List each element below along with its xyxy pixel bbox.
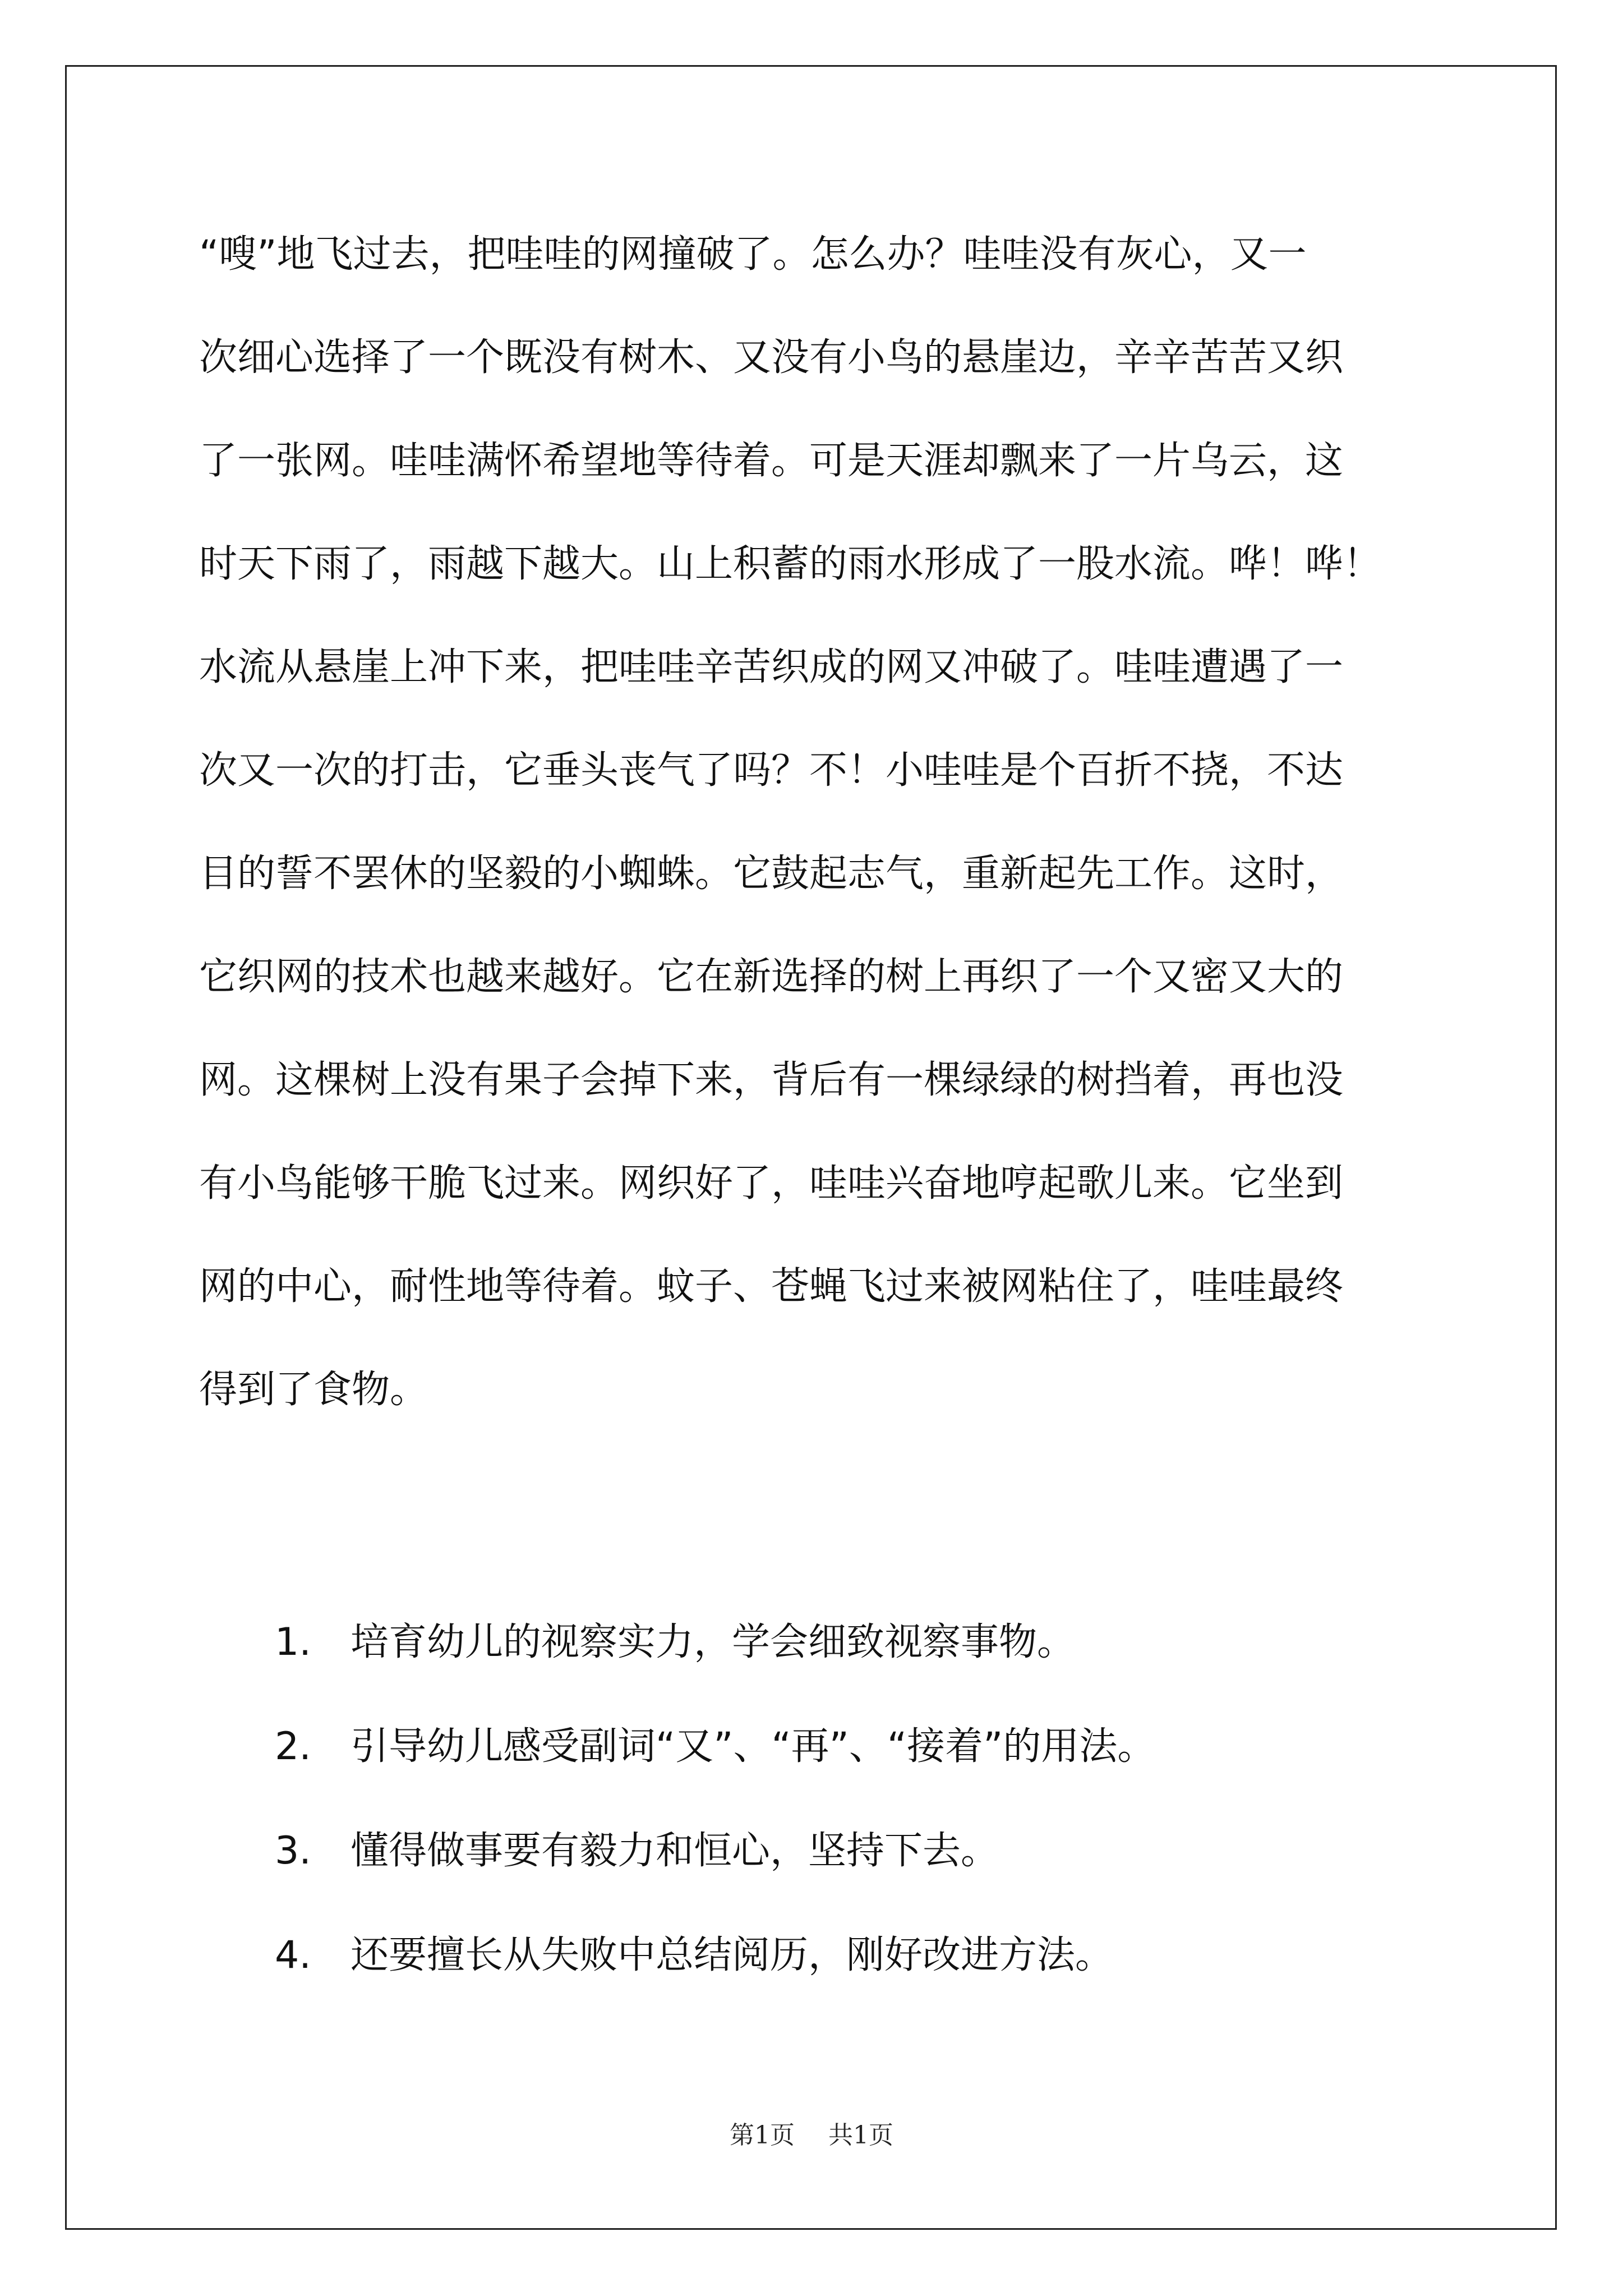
- paragraph-line: 有小鸟能够干脆飞过来。网织好了，哇哇兴奋地哼起歌儿来。它坐到: [199, 1161, 1344, 1205]
- paragraph-line: 得到了食物。: [199, 1368, 428, 1412]
- list-item-text: 培育幼儿的视察实力，学会细致视察事物。: [351, 1620, 1076, 1664]
- paragraph-line: “嗖”地飞过去，把哇哇的网撞破了。怎么办？哇哇没有灰心，又一: [199, 232, 1307, 277]
- paragraph-line: 了一张网。哇哇满怀希望地等待着。可是天涯却飘来了一片乌云，这: [199, 439, 1344, 483]
- paragraph-line: 网的中心，耐性地等待着。蚊子、苍蝇飞过来被网粘住了，哇哇最终: [199, 1264, 1344, 1309]
- list-item-text: 懂得做事要有毅力和恒心，坚持下去。: [351, 1829, 999, 1873]
- paragraph-line: 次细心选择了一个既没有树木、又没有小鸟的悬崖边，辛辛苦苦又织: [199, 335, 1344, 380]
- list-item: [199, 1695, 1461, 1799]
- list-item: [199, 1903, 1461, 2008]
- list-item-number: 4.: [275, 1933, 311, 1977]
- list-item-number: 1.: [275, 1620, 311, 1664]
- paragraph-line: 网。这棵树上没有果子会掉下来，背后有一棵绿绿的树挡着，再也没: [199, 1058, 1344, 1102]
- page-number: 第1页: [730, 2121, 795, 2150]
- goal-list: [199, 1590, 1461, 2008]
- page-total: 共1页: [828, 2121, 893, 2150]
- list-item: [199, 1799, 1461, 1903]
- list-item-number: 2.: [275, 1724, 311, 1769]
- paragraph-line: 它织网的技术也越来越好。它在新选择的树上再织了一个又密又大的: [199, 955, 1344, 999]
- list-item: [199, 1590, 1461, 1695]
- list-item-number: 3.: [275, 1829, 311, 1873]
- paragraph-line: 目的誓不罢休的坚毅的小蜘蛛。它鼓起志气，重新起先工作。这时，: [199, 852, 1344, 896]
- list-item-text: 还要擅长从失败中总结阅历，刚好改进方法。: [351, 1933, 1114, 1977]
- page-footer: [0, 2115, 1623, 2151]
- story-paragraph: [199, 203, 1461, 1442]
- paragraph-line: 水流从悬崖上冲下来，把哇哇辛苦织成的网又冲破了。哇哇遭遇了一: [199, 645, 1344, 689]
- paragraph-line: 时天下雨了，雨越下越大。山上积蓄的雨水形成了一股水流。哗！哗！: [199, 542, 1382, 586]
- paragraph-line: 次又一次的打击，它垂头丧气了吗？不！小哇哇是个百折不挠，不达: [199, 748, 1344, 793]
- list-item-text: 引导幼儿感受副词“又”、“再”、“接着”的用法。: [351, 1724, 1156, 1769]
